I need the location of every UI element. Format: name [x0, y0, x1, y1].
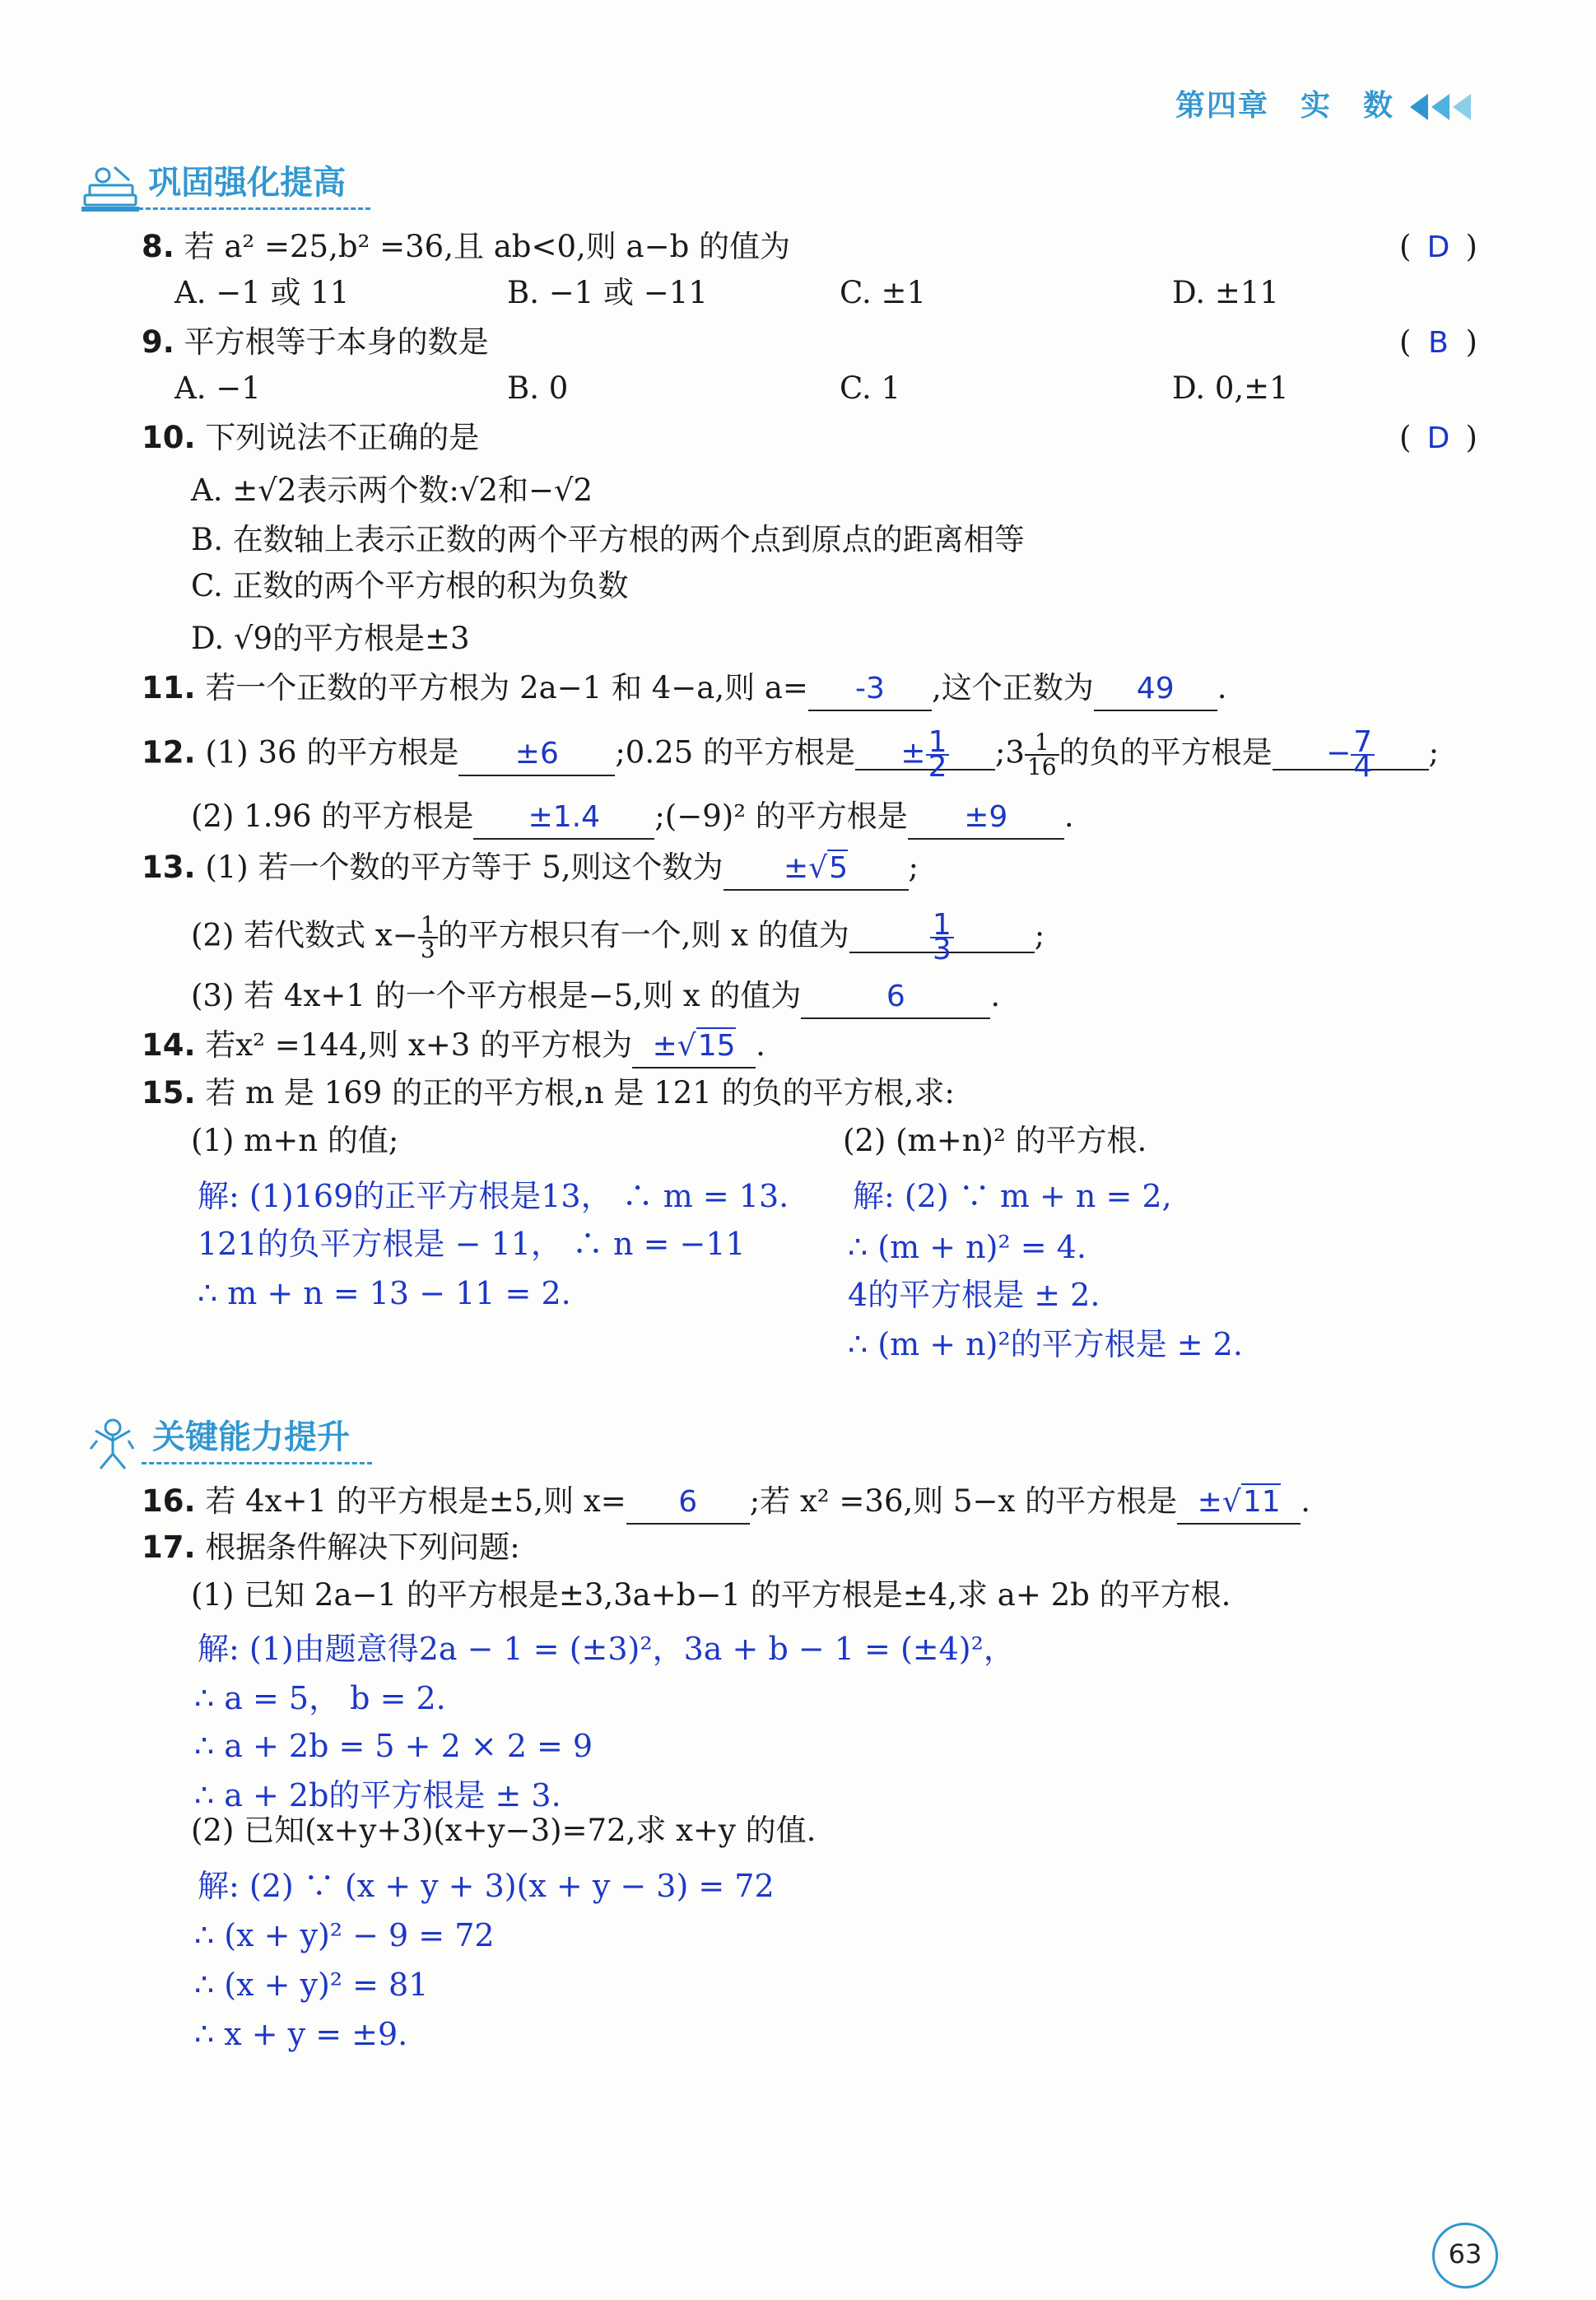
- q15-sub2: (2) (m+n)² 的平方根.: [843, 1123, 1147, 1158]
- q13-blank-2: $\frac{1}{3}$: [849, 914, 1035, 953]
- q8-option-b: B. −1 或 −11: [507, 275, 708, 310]
- q15-solution-line: 解: (2) ∵ m + n = 2,: [853, 1178, 1172, 1214]
- question-13-part1: 13. (1) 若一个数的平方等于 5,则这个数为 ±√5 ;: [142, 848, 919, 891]
- q17-solution-line: ∴ (x + y)² = 81: [194, 1967, 429, 2003]
- q13-blank-1: ±√5: [724, 851, 909, 891]
- q12-blank-2: ± $\frac{1}{2}$: [855, 731, 995, 771]
- q17-solution-line: ∴ a = 5， b = 2.: [194, 1680, 446, 1716]
- q9-option-d: D. 0,±1: [1172, 370, 1289, 406]
- chapter-title: 第四章 实 数: [1175, 89, 1395, 123]
- section-underline: [142, 1462, 372, 1464]
- q11-blank-a: -3: [808, 672, 932, 711]
- section-underline: [138, 207, 370, 210]
- q9-answer: B: [1428, 326, 1449, 360]
- q10-option-a: A. ±√2表示两个数:√2和−√2: [191, 473, 593, 508]
- question-8: 8. 若 a² =25,b² =36,且 ab<0,则 a−b 的值为: [142, 229, 791, 264]
- question-15: 15. 若 m 是 169 的正的平方根,n 是 121 的负的平方根,求:: [142, 1075, 955, 1110]
- arrow-icon: [1453, 94, 1471, 120]
- q15-solution-line: ∴ m + n = 13 − 11 = 2.: [198, 1275, 571, 1311]
- q16-blank-2: ±√11: [1177, 1485, 1301, 1525]
- page-number: 63: [1432, 2223, 1498, 2288]
- q15-solution-line: 解: (1)169的正平方根是13， ∴ m = 13.: [198, 1178, 789, 1214]
- q15-sub1: (1) m+n 的值;: [191, 1123, 399, 1158]
- q17-solution-line: ∴ x + y = ±9.: [194, 2016, 408, 2052]
- question-16: 16. 若 4x+1 的平方根是±5,则 x= 6 ;若 x² =36,则 5−x 的平方根是 ±√11 .: [142, 1482, 1310, 1525]
- question-9: 9. 平方根等于本身的数是: [142, 324, 489, 360]
- q15-solution-line: ∴ (m + n)²的平方根是 ± 2.: [848, 1326, 1243, 1362]
- q17-sub1: (1) 已知 2a−1 的平方根是±3,3a+b−1 的平方根是±4,求 a+ 2b 的平方根.: [191, 1577, 1231, 1613]
- q10-answer-bracket: ( D ): [1399, 418, 1477, 459]
- q12-blank-4: ±1.4: [473, 800, 654, 840]
- question-10: 10. 下列说法不正确的是: [142, 420, 480, 455]
- q16-blank-1: 6: [626, 1485, 750, 1525]
- q10-option-c: C. 正数的两个平方根的积为负数: [191, 568, 629, 603]
- q17-solution-line: 解: (1)由题意得2a − 1 = (±3)²，3a + b − 1 = (±4)²，: [198, 1631, 1015, 1667]
- q9-option-c: C. 1: [840, 370, 901, 406]
- q9-option-a: A. −1: [174, 370, 261, 406]
- q15-solution-line: 4的平方根是 ± 2.: [848, 1277, 1100, 1313]
- arrow-icon: [1410, 94, 1428, 120]
- q17-solution-line: ∴ a + 2b = 5 + 2 × 2 = 9: [194, 1728, 593, 1764]
- q14-blank: ±√15: [632, 1029, 756, 1069]
- q17-solution-line: ∴ (x + y)² − 9 = 72: [194, 1917, 495, 1953]
- section-title: 关键能力提升: [152, 1418, 351, 1456]
- question-13-part3: (3) 若 4x+1 的一个平方根是−5,则 x 的值为 6 .: [191, 976, 1000, 1019]
- q10-option-d: D. √9的平方根是±3: [191, 621, 470, 656]
- q8-answer: D: [1426, 230, 1450, 264]
- figure-icon: [86, 1416, 140, 1474]
- q13-blank-3: 6: [801, 980, 990, 1019]
- q9-option-b: B. 0: [507, 370, 569, 406]
- q8-answer-bracket: ( D ): [1399, 227, 1477, 268]
- q17-solution-line: 解: (2) ∵ (x + y + 3)(x + y − 3) = 72: [198, 1868, 775, 1904]
- question-11: 11. 若一个正数的平方根为 2a−1 和 4−a,则 a= -3 ,这个正数为 49 .: [142, 668, 1226, 711]
- arrow-icon: [1431, 94, 1449, 120]
- q8-option-c: C. ±1: [840, 275, 927, 310]
- q12-blank-1: ±6: [458, 737, 615, 776]
- q17-sub2: (2) 已知(x+y+3)(x+y−3)=72,求 x+y 的值.: [191, 1813, 817, 1848]
- section-title: 巩固强化提高: [148, 164, 347, 202]
- q17-solution-line: ∴ a + 2b的平方根是 ± 3.: [194, 1777, 561, 1813]
- q12-blank-5: ±9: [908, 800, 1064, 840]
- q8-option-a: A. −1 或 11: [174, 275, 350, 310]
- q9-answer-bracket: ( B ): [1399, 323, 1477, 363]
- q11-blank-number: 49: [1094, 672, 1217, 711]
- q15-solution-line: ∴ (m + n)² = 4.: [848, 1229, 1086, 1265]
- question-12-part1: 12. (1) 36 的平方根是 ±6 ;0.25 的平方根是 ± $\frac{1}{2}$ ;3 $\frac{1}{16}$ 的负的平方根是 − $\frac{7}{4}$ ;: [142, 725, 1440, 784]
- chapter-header: [1175, 82, 1471, 124]
- question-14: 14. 若x² =144,则 x+3 的平方根为 ±√15 .: [142, 1026, 765, 1069]
- q15-solution-line: 121的负平方根是 − 11， ∴ n = −11: [198, 1226, 746, 1262]
- question-13-part2: (2) 若代数式 x− $\frac{1}{3}$ 的平方根只有一个,则 x 的值为 $\frac{1}{3}$ ;: [191, 908, 1045, 966]
- question-17: 17. 根据条件解决下列问题:: [142, 1529, 520, 1565]
- q10-option-b: B. 在数轴上表示正数的两个平方根的两个点到原点的距离相等: [191, 522, 1025, 557]
- question-12-part2: (2) 1.96 的平方根是 ±1.4 ;(−9)² 的平方根是 ±9 .: [191, 797, 1074, 840]
- q8-option-d: D. ±11: [1172, 275, 1279, 310]
- q10-answer: D: [1426, 421, 1450, 455]
- books-icon: [78, 164, 144, 216]
- q12-blank-3: − $\frac{7}{4}$: [1273, 731, 1429, 771]
